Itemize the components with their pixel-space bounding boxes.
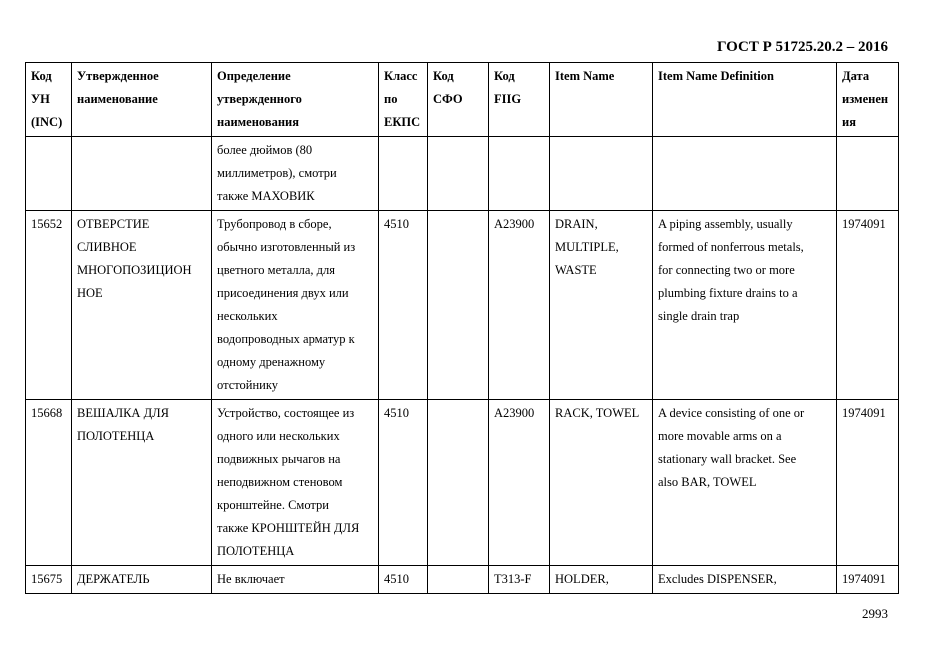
cell-inc-code: 15675	[26, 566, 72, 594]
cell-item-name: DRAIN, MULTIPLE, WASTE	[550, 211, 653, 400]
col-header-sfo-code: Код СФО	[428, 63, 489, 137]
cell-ekps-class	[379, 137, 428, 211]
table-row	[26, 400, 899, 566]
cell-name-definition-ru: Трубопровод в сборе, обычно изготовленный из цветного металла, для присоединения двух или нескольких водопроводных арматур к одному дренажному отстойнику	[212, 211, 379, 400]
table-row	[26, 566, 899, 594]
cell-change-date: 1974091	[837, 566, 899, 594]
cell-approved-name	[72, 137, 212, 211]
cell-change-date: 1974091	[837, 211, 899, 400]
cell-ekps-class: 4510	[379, 566, 428, 594]
col-header-item-name-definition: Item Name Definition	[653, 63, 837, 137]
cell-change-date: 1974091	[837, 400, 899, 566]
item-names-table	[25, 62, 899, 594]
cell-name-definition-ru: более дюймов (80 миллиметров), смотри также МАХОВИК	[212, 137, 379, 211]
cell-inc-code: 15652	[26, 211, 72, 400]
col-header-item-name: Item Name	[550, 63, 653, 137]
cell-sfo-code	[428, 211, 489, 400]
col-header-name-definition-ru: Определение утвержденного наименования	[212, 63, 379, 137]
cell-item-name: HOLDER,	[550, 566, 653, 594]
cell-approved-name: ОТВЕРСТИЕ СЛИВНОЕ МНОГОПОЗИЦИОН НОЕ	[72, 211, 212, 400]
cell-name-definition-ru: Устройство, состоящее из одного или нескольких подвижных рычагов на неподвижном стеновом кронштейне. Смотри также КРОНШТЕЙН ДЛЯ ПОЛОТЕНЦА	[212, 400, 379, 566]
cell-approved-name: ВЕШАЛКА ДЛЯ ПОЛОТЕНЦА	[72, 400, 212, 566]
cell-item-name-definition: A piping assembly, usually formed of nonferrous metals, for connecting two or more plumbing fixture drains to a single drain trap	[653, 211, 837, 400]
cell-fiig-code: T313-F	[489, 566, 550, 594]
col-header-change-date: Дата изменен ия	[837, 63, 899, 137]
cell-item-name: RACK, TOWEL	[550, 400, 653, 566]
cell-item-name-definition	[653, 137, 837, 211]
cell-fiig-code: A23900	[489, 400, 550, 566]
cell-inc-code: 15668	[26, 400, 72, 566]
col-header-ekps-class: Класс по ЕКПС	[379, 63, 428, 137]
cell-item-name	[550, 137, 653, 211]
cell-sfo-code	[428, 566, 489, 594]
table-row	[26, 211, 899, 400]
cell-item-name-definition: A device consisting of one or more movable arms on a stationary wall bracket. See also BAR, TOWEL	[653, 400, 837, 566]
table-header-row	[26, 63, 899, 137]
col-header-approved-name: Утвержденное наименование	[72, 63, 212, 137]
cell-change-date	[837, 137, 899, 211]
cell-ekps-class: 4510	[379, 211, 428, 400]
cell-ekps-class: 4510	[379, 400, 428, 566]
col-header-fiig-code: Код FIIG	[489, 63, 550, 137]
cell-fiig-code: A23900	[489, 211, 550, 400]
cell-sfo-code	[428, 400, 489, 566]
cell-fiig-code	[489, 137, 550, 211]
page-number: 2993	[862, 606, 888, 621]
col-header-inc-code: Код УН (INC)	[26, 63, 72, 137]
document-standard-header: ГОСТ Р 51725.20.2 – 2016	[716, 39, 888, 55]
cell-item-name-definition: Excludes DISPENSER,	[653, 566, 837, 594]
table-row	[26, 137, 899, 211]
cell-sfo-code	[428, 137, 489, 211]
cell-approved-name: ДЕРЖАТЕЛЬ	[72, 566, 212, 594]
cell-inc-code	[26, 137, 72, 211]
cell-name-definition-ru: Не включает	[212, 566, 379, 594]
